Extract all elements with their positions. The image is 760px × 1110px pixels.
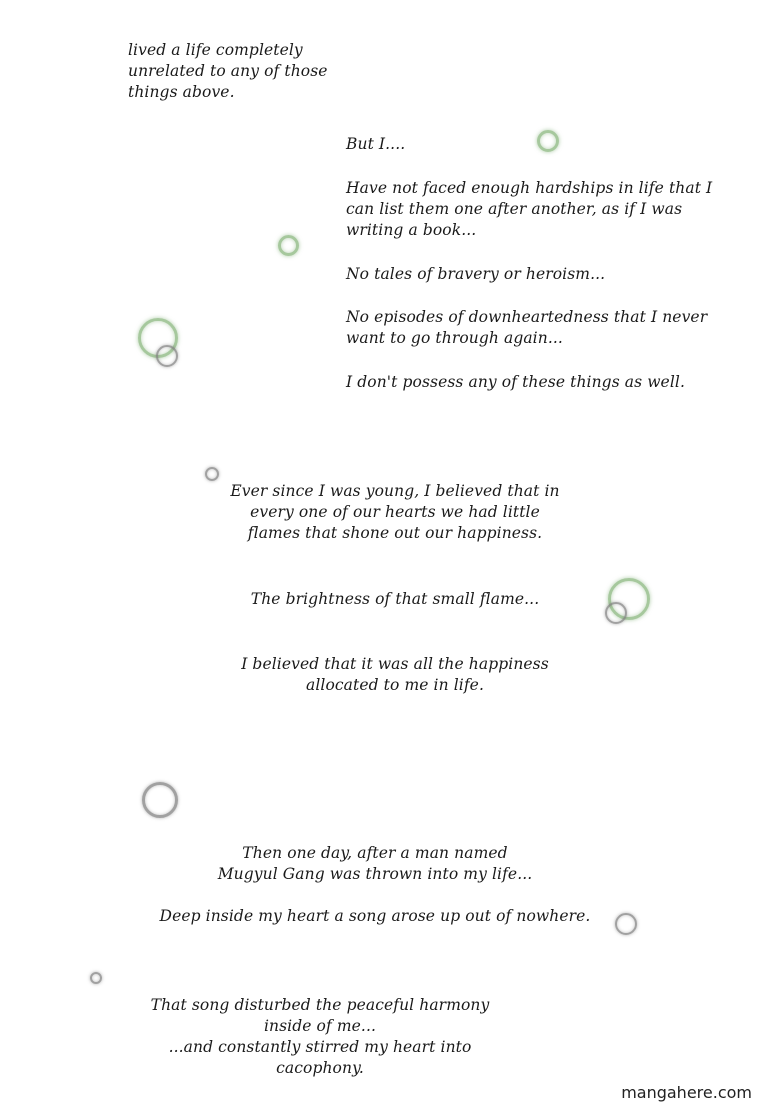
narration-line: can list them one after another, as if I was (346, 200, 683, 218)
narration-line: Then one day, after a man named (242, 844, 508, 862)
narration-line: cacophony. (276, 1059, 364, 1077)
narration-line: That song disturbed the peaceful harmony (150, 996, 490, 1014)
narration-line: Deep inside my heart a song arose up out of nowhere. (159, 907, 591, 925)
sparkle-bubble (537, 130, 559, 152)
narration-line: I believed that it was all the happiness (241, 655, 549, 673)
narration-downheartedness (346, 307, 707, 349)
site-watermark: mangahere.com (621, 1083, 752, 1102)
narration-believed (200, 654, 590, 696)
narration-line: flames that shone out our happiness. (247, 524, 543, 542)
narration-bravery (346, 264, 605, 285)
narration-line: lived a life completely (128, 41, 303, 59)
narration-line: But I.... (346, 135, 406, 153)
narration-possess (346, 372, 685, 393)
narration-line: allocated to me in life. (306, 676, 484, 694)
narration-disturbed (120, 995, 520, 1079)
narration-line: No tales of bravery or heroism... (346, 265, 606, 283)
narration-line: ...and constantly stirred my heart into (168, 1038, 472, 1056)
narration-but (346, 134, 405, 155)
sparkle-bubble (278, 235, 299, 256)
narration-young (200, 481, 590, 544)
sparkle-bubble (605, 602, 627, 624)
narration-line: want to go through again... (346, 329, 563, 347)
narration-line: every one of our hearts we had little (250, 503, 540, 521)
narration-song (130, 906, 620, 927)
narration-hardships (346, 178, 712, 241)
sparkle-bubble (205, 467, 219, 481)
narration-line: I don't possess any of these things as well. (346, 373, 685, 391)
narration-line: unrelated to any of those (128, 62, 328, 80)
narration-brightness (200, 589, 590, 610)
narration-line: things above. (128, 83, 235, 101)
narration-line: No episodes of downheartedness that I never (346, 308, 708, 326)
narration-line: The brightness of that small flame... (250, 590, 540, 608)
sparkle-bubble (142, 782, 178, 818)
sparkle-bubble (156, 345, 178, 367)
narration-line: Ever since I was young, I believed that in (230, 482, 560, 500)
narration-line: writing a book... (346, 221, 477, 239)
narration-line: Have not faced enough hardships in life that I (346, 179, 713, 197)
sparkle-bubble (90, 972, 102, 984)
narration-line: inside of me... (263, 1017, 377, 1035)
narration-intro (128, 40, 328, 103)
narration-oneday (180, 843, 570, 885)
narration-line: Mugyul Gang was thrown into my life... (217, 865, 533, 883)
